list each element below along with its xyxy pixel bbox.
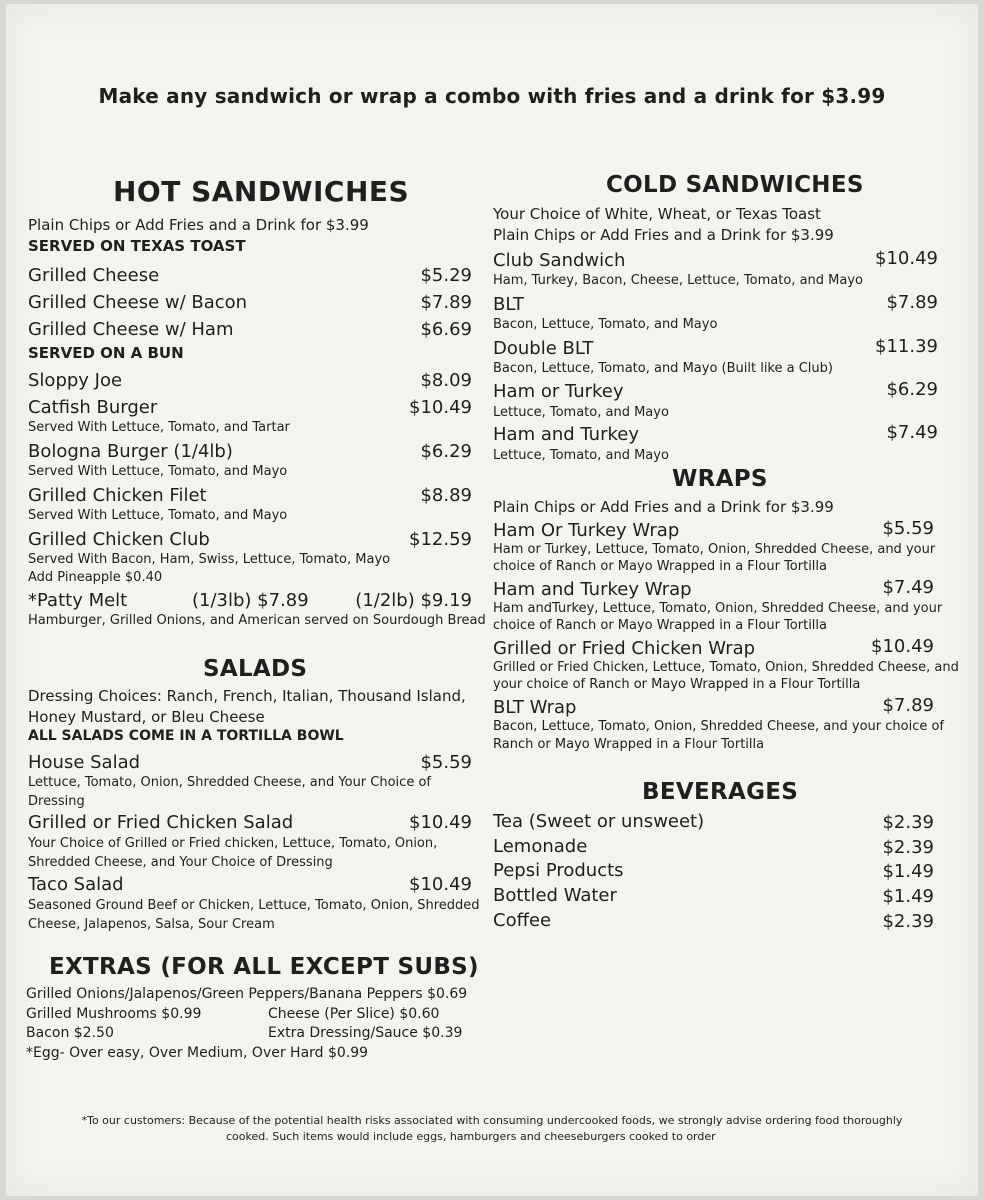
hot-item-name: Sloppy Joe [28,370,123,391]
extras-bacon: Bacon $2.50 [26,1025,114,1041]
hot-item-name: Grilled Chicken Filet [28,485,207,506]
extras-egg: *Egg- Over easy, Over Medium, Over Hard $0.99 [26,1045,369,1061]
cold-item-price: $11.39 [875,336,938,357]
wraps-title: WRAPS [672,466,768,492]
patty-melt-option-third: (1/3lb) $7.89 [192,590,309,611]
salad-item-price: $5.59 [420,752,472,773]
extras-mushrooms: Grilled Mushrooms $0.99 [26,1006,202,1022]
salad-item-desc: Dressing [28,794,85,809]
wrap-item-desc: choice of Ranch or Mayo Wrapped in a Flour Tortilla [493,618,827,633]
beverage-item-price: $1.49 [882,861,934,882]
beverage-item-price: $1.49 [882,886,934,907]
wraps-note: Plain Chips or Add Fries and a Drink for $3.99 [493,498,834,516]
hot-item-name: Grilled Cheese [28,265,160,286]
cold-item-price: $7.49 [886,422,938,443]
cold-item-desc: Bacon, Lettuce, Tomato, and Mayo [493,317,718,332]
salad-item-desc: Your Choice of Grilled or Fried chicken, Lettuce, Tomato, Onion, [28,836,438,851]
bun-header: SERVED ON A BUN [28,344,184,362]
cold-item-desc: Bacon, Lettuce, Tomato, and Mayo (Built like a Club) [493,361,833,376]
beverage-item-name: Bottled Water [493,885,617,906]
salad-item-name: Taco Salad [28,874,124,895]
wrap-item-desc: Grilled or Fried Chicken, Lettuce, Tomato, Onion, Shredded Cheese, and [493,660,959,675]
beverage-item-name: Coffee [493,910,552,931]
wrap-item-name: BLT Wrap [493,697,577,718]
salad-item-desc: Shredded Cheese, and Your Choice of Dressing [28,855,333,870]
cold-item-name: Club Sandwich [493,250,626,271]
beverage-item-price: $2.39 [882,812,934,833]
beverage-item-price: $2.39 [882,911,934,932]
wrap-item-name: Grilled or Fried Chicken Wrap [493,638,756,659]
hot-item-price: $12.59 [409,529,472,550]
cold-item-price: $7.89 [886,292,938,313]
patty-melt-name: *Patty Melt [28,590,128,611]
hot-item-price: $5.29 [420,265,472,286]
cold-note: Plain Chips or Add Fries and a Drink for $3.99 [493,226,834,244]
hot-sandwiches-title: HOT SANDWICHES [113,175,410,208]
hot-item-name: Grilled Cheese w/ Ham [28,319,234,340]
cold-bread-note: Your Choice of White, Wheat, or Texas Toast [493,205,821,223]
wrap-item-desc: your choice of Ranch or Mayo Wrapped in a Flour Tortilla [493,677,861,692]
cold-item-name: Ham or Turkey [493,381,624,402]
hot-item-name: Bologna Burger (1/4lb) [28,441,233,462]
patty-melt-desc: Hamburger, Grilled Onions, and American served on Sourdough Bread [28,613,486,628]
salad-item-desc: Seasoned Ground Beef or Chicken, Lettuce, Tomato, Onion, Shredded [28,898,480,913]
wrap-item-price: $7.49 [882,577,934,598]
extras-dressing: Extra Dressing/Sauce $0.39 [268,1025,463,1041]
texas-toast-header: SERVED ON TEXAS TOAST [28,237,246,255]
health-advisory-line2: cooked. Such items would include eggs, hamburgers and cheeseburgers cooked to order [226,1130,716,1143]
hot-item-price: $7.89 [420,292,472,313]
salad-item-desc: Lettuce, Tomato, Onion, Shredded Cheese, and Your Choice of [28,775,431,790]
hot-item-desc: Served With Bacon, Ham, Swiss, Lettuce, Tomato, Mayo [28,552,391,567]
beverage-item-name: Pepsi Products [493,860,624,881]
hot-item-name: Catfish Burger [28,397,158,418]
combo-banner: Make any sandwich or wrap a combo with fries and a drink for $3.99 [98,84,886,108]
menu-page [6,4,978,1196]
patty-melt-option-half: (1/2lb) $9.19 [355,590,472,611]
beverage-item-name: Lemonade [493,836,588,857]
wrap-item-desc: Ham or Turkey, Lettuce, Tomato, Onion, Shredded Cheese, and your [493,542,936,557]
cold-item-desc: Lettuce, Tomato, and Mayo [493,405,669,420]
wrap-item-desc: Ranch or Mayo Wrapped in a Flour Tortilla [493,737,765,752]
cold-item-name: Double BLT [493,338,594,359]
cold-item-name: BLT [493,294,524,315]
salad-item-price: $10.49 [409,874,472,895]
salad-item-name: Grilled or Fried Chicken Salad [28,812,294,833]
hot-item-price: $6.29 [420,441,472,462]
hot-item-price: $8.09 [420,370,472,391]
salad-item-name: House Salad [28,752,141,773]
tortilla-bowl-header: ALL SALADS COME IN A TORTILLA BOWL [28,728,344,744]
beverage-item-price: $2.39 [882,837,934,858]
extras-title: EXTRAS (FOR ALL EXCEPT SUBS) [49,954,479,980]
hot-item-price: $8.89 [420,485,472,506]
wrap-item-price: $10.49 [871,636,934,657]
wrap-item-desc: choice of Ranch or Mayo Wrapped in a Flour Tortilla [493,559,827,574]
cold-sandwiches-title: COLD SANDWICHES [606,172,864,198]
wrap-item-name: Ham and Turkey Wrap [493,579,692,600]
cold-item-desc: Ham, Turkey, Bacon, Cheese, Lettuce, Tomato, and Mayo [493,273,863,288]
cold-item-price: $10.49 [875,248,938,269]
beverages-title: BEVERAGES [642,779,799,805]
dressing-choices-line1: Dressing Choices: Ranch, French, Italian, Thousand Island, [28,687,466,705]
cold-item-desc: Lettuce, Tomato, and Mayo [493,448,669,463]
wrap-item-name: Ham Or Turkey Wrap [493,520,680,541]
salad-item-desc: Cheese, Jalapenos, Salsa, Sour Cream [28,917,275,932]
extras-cheese: Cheese (Per Slice) $0.60 [268,1006,440,1022]
cold-item-name: Ham and Turkey [493,424,639,445]
hot-note: Plain Chips or Add Fries and a Drink for $3.99 [28,216,369,234]
hot-item-desc-addon: Add Pineapple $0.40 [28,570,163,585]
wrap-item-price: $7.89 [882,695,934,716]
hot-item-name: Grilled Cheese w/ Bacon [28,292,248,313]
wrap-item-price: $5.59 [882,518,934,539]
beverage-item-name: Tea (Sweet or unsweet) [493,811,705,832]
extras-peppers-onions: Grilled Onions/Jalapenos/Green Peppers/Banana Peppers $0.69 [26,986,468,1002]
salads-title: SALADS [203,656,308,682]
wrap-item-desc: Ham andTurkey, Lettuce, Tomato, Onion, Shredded Cheese, and your [493,601,943,616]
hot-item-desc: Served With Lettuce, Tomato, and Tartar [28,420,290,435]
wrap-item-desc: Bacon, Lettuce, Tomato, Onion, Shredded Cheese, and your choice of [493,719,945,734]
hot-item-price: $10.49 [409,397,472,418]
hot-item-desc: Served With Lettuce, Tomato, and Mayo [28,464,288,479]
hot-item-desc: Served With Lettuce, Tomato, and Mayo [28,508,288,523]
dressing-choices-line2: Honey Mustard, or Bleu Cheese [28,708,265,726]
hot-item-price: $6.69 [420,319,472,340]
hot-item-name: Grilled Chicken Club [28,529,210,550]
salad-item-price: $10.49 [409,812,472,833]
cold-item-price: $6.29 [886,379,938,400]
health-advisory-line1: *To our customers: Because of the potential health risks associated with consuming undercooked foods, we strongly advise ordering food thoroughly [81,1114,903,1127]
